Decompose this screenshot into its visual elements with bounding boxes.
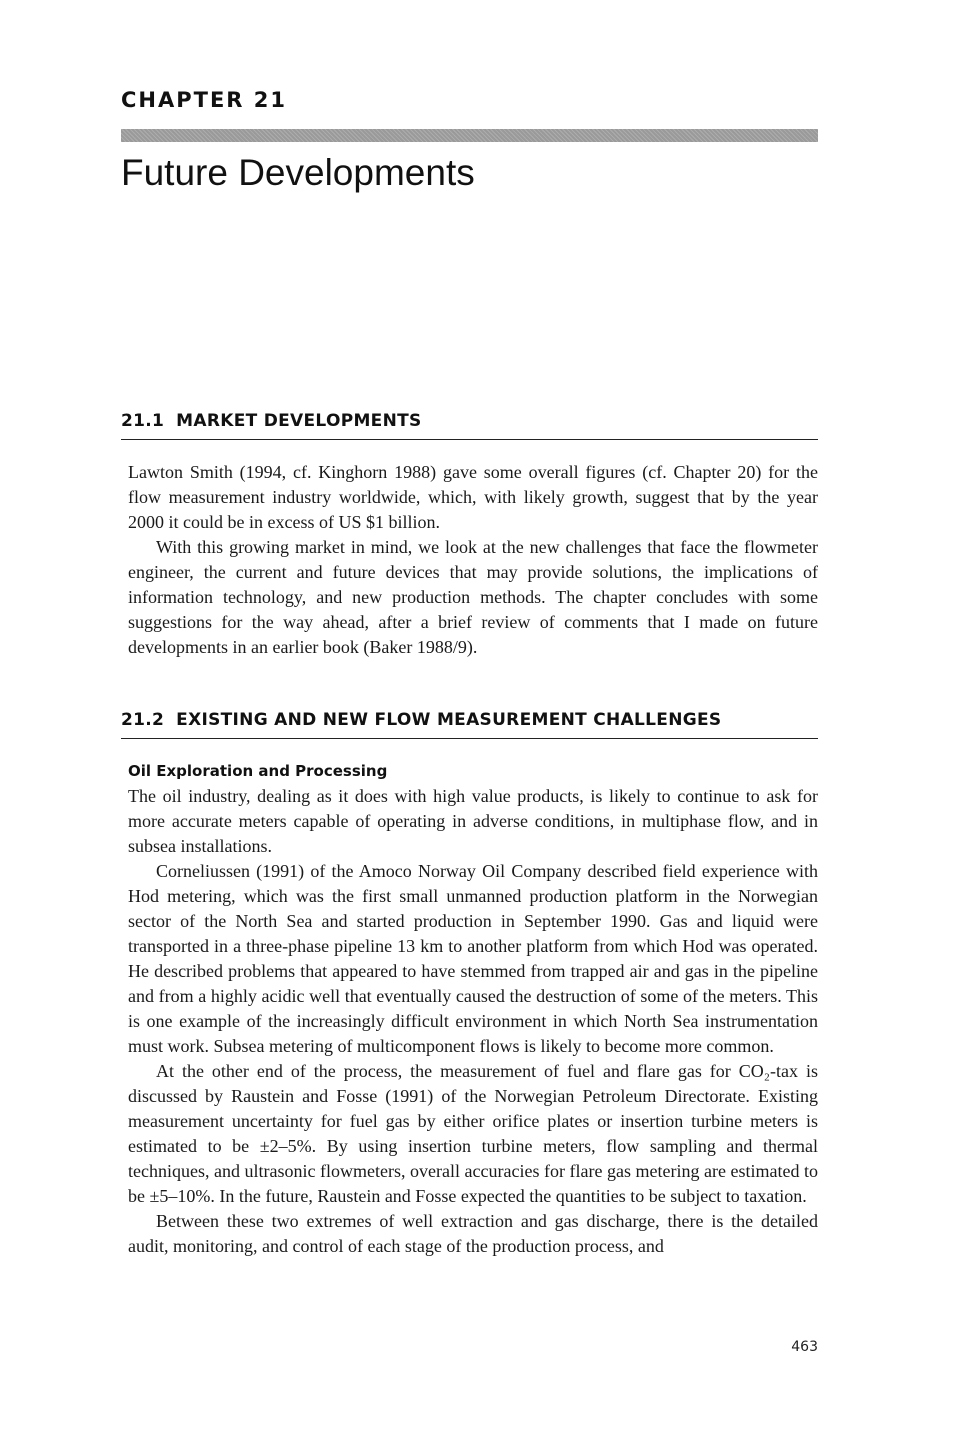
paragraph: At the other end of the process, the measurement of fuel and flare gas for CO₂-tax is discussed by Raustein and Fosse (1991) of the Norwegian Petroleum Directorate. Existing measurement uncertainty for fuel gas by either orifice plates or insertion turbine meters is estimated to be ±2–5%. By using insertion turbine meters, flow sampling and thermal techniques, and ultrasonic flowmeters, overall accuracies for flare gas metering are estimated to be ±5–10%. In the future, Raustein and Fosse expected the quantities to be subject to taxation. bbox=[128, 1061, 818, 1206]
chapter-label: CHAPTER 21 bbox=[121, 88, 288, 112]
section-heading-market-developments bbox=[121, 411, 818, 440]
paragraph: Corneliussen (1991) of the Amoco Norway Oil Company described field experience with Hod metering, which was the first small unmanned production platform in the Norwegian sector of the North Sea and started production in September 1990. Gas and liquid were transported in a three-phase pipeline 13 km to another platform from which Hod was operated. He described problems that appeared to have stemmed from trapped air and gas in the pipeline and from a highly acidic well that eventually caused the destruction of some of the meters. This is one example of the increasingly difficult environment in which North Sea instrumentation must work. Subsea metering of multicomponent flows is likely to become more common. bbox=[128, 861, 818, 1056]
chapter-rule bbox=[121, 129, 818, 142]
subheading-oil-exploration: Oil Exploration and Processing bbox=[128, 762, 388, 780]
section-title: EXISTING AND NEW FLOW MEASUREMENT CHALLENGES bbox=[176, 710, 722, 730]
section-number: 21.1 bbox=[121, 411, 165, 431]
paragraph: With this growing market in mind, we look at the new challenges that face the flowmeter engineer, the current and future devices that may provide solutions, the implications of information technology, and new production methods. The chapter concludes with some suggestions for the way ahead, after a brief review of comments that I made on future developments in an earlier book (Baker 1988/9). bbox=[128, 537, 818, 657]
chapter-title: Future Developments bbox=[121, 152, 475, 193]
section-body-flow-measurement-challenges bbox=[128, 759, 818, 1259]
section-heading-flow-measurement-challenges bbox=[121, 710, 818, 739]
section-title: MARKET DEVELOPMENTS bbox=[176, 411, 422, 431]
section-number: 21.2 bbox=[121, 710, 165, 730]
section-body-market-developments bbox=[128, 460, 818, 660]
paragraph: Between these two extremes of well extraction and gas discharge, there is the detailed audit, monitoring, and control of each stage of the production process, and bbox=[128, 1211, 818, 1256]
page-number: 463 bbox=[791, 1339, 818, 1355]
paragraph: The oil industry, dealing as it does with high value products, is likely to continue to ask for more accurate meters capable of operating in adverse conditions, in multiphase flow, and in subsea installations. bbox=[128, 786, 818, 856]
paragraph: Lawton Smith (1994, cf. Kinghorn 1988) gave some overall figures (cf. Chapter 20) for the flow measurement industry worldwide, which, with likely growth, suggest that by the year 2000 it could be in excess of US $1 billion. bbox=[128, 462, 818, 532]
